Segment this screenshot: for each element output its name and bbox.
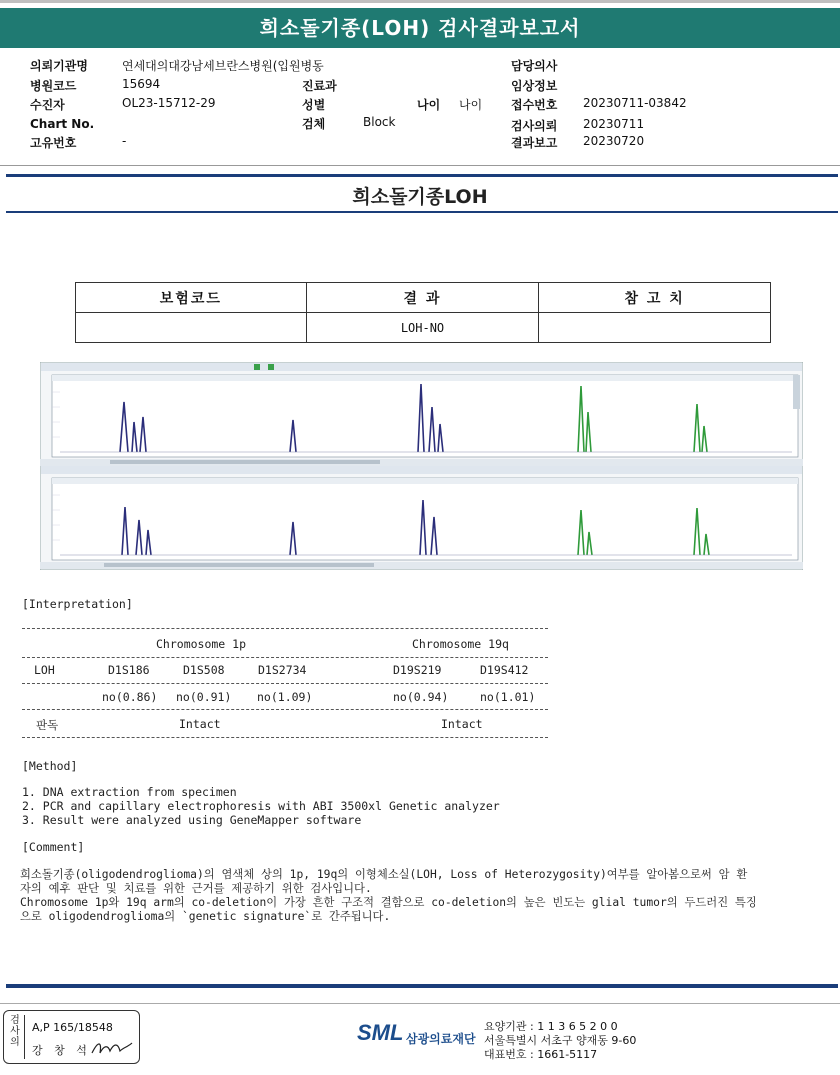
result-header: 결 과 (306, 283, 539, 313)
method-label: [Method] (22, 759, 78, 773)
comment-line-4: 으로 oligodendroglioma의 `genetic signature`로 간주됩니다. (20, 910, 391, 923)
address: 서울특별시 서초구 양재동 9-60 (484, 1034, 637, 1047)
section-bottom-rule (6, 211, 838, 213)
value-d19s219: no(0.94) (393, 690, 449, 704)
interp-rule (22, 709, 548, 710)
inst-value: 연세대의대강남세브란스병원(입원병동 (122, 59, 324, 73)
receipt-label: 접수번호 (511, 98, 558, 112)
signature-stamp (3, 1010, 140, 1064)
interp-rule (22, 657, 548, 658)
value-d1s186: no(0.86) (102, 690, 158, 704)
marker-d1s508: D1S508 (183, 663, 225, 677)
specimen-label: 검체 (302, 117, 326, 131)
chromosome-1p-heading: Chromosome 1p (156, 637, 247, 651)
footer-separator (0, 1003, 840, 1004)
request-value: 20230711 (583, 117, 645, 131)
comment-label: [Comment] (22, 840, 85, 854)
report-title: 희소돌기종(LOH) 검사결과보고서 (0, 8, 840, 48)
marker-d1s2734: D1S2734 (258, 663, 307, 677)
footer-rule (6, 984, 838, 988)
section-top-rule (6, 174, 838, 177)
insurance-code-header: 보험코드 (76, 283, 307, 313)
hosp-code-label: 병원코드 (30, 79, 77, 93)
unique-value: - (122, 134, 127, 148)
header-separator (0, 165, 840, 166)
result-cell: LOH-NO (306, 313, 539, 343)
doctor-label: 담당의사 (511, 59, 558, 73)
comment-line-1: 희소돌기종(oligodendroglioma)의 염색체 상의 1p, 19q의 이형체소실(LOH, Loss of Heterozygosity)여부를 알아봄으로써 암 환 (20, 868, 748, 881)
report-value: 20230720 (583, 134, 645, 148)
loh-row-label: LOH (34, 663, 55, 677)
stamp-vertical-label: 검사의 (9, 1015, 25, 1059)
method-step-1: 1. DNA extraction from specimen (22, 785, 237, 799)
interp-rule (22, 683, 548, 684)
comment-line-2: 자의 예후 판단 및 치료를 위한 근거를 제공하기 위한 검사입니다. (20, 882, 372, 895)
facility-code: 요양기관 : 1 1 3 6 5 2 0 0 (484, 1020, 618, 1033)
interp-rule (22, 628, 548, 629)
chromosome-19q-heading: Chromosome 19q (412, 637, 509, 651)
patient-value: OL23-15712-29 (122, 96, 216, 110)
unique-label: 고유번호 (30, 136, 77, 150)
marker-d1s186: D1S186 (108, 663, 150, 677)
inst-label: 의뢰기관명 (30, 59, 88, 73)
interpretation-label: [Interpretation] (22, 597, 133, 611)
interp-rule (22, 737, 548, 738)
clinical-label: 임상정보 (511, 79, 558, 93)
section-title: 희소돌기종LOH (352, 186, 488, 208)
verdict-19q: Intact (441, 717, 483, 731)
electropherogram-image (40, 362, 803, 570)
verdict-1p: Intact (179, 717, 221, 731)
request-label: 검사의뢰 (511, 119, 558, 133)
receipt-value: 20230711-03842 (583, 96, 687, 110)
patient-label: 수진자 (30, 98, 65, 112)
org-name: 삼광의료재단 (406, 1032, 476, 1046)
stamp-license: A,P 165/18548 (32, 1021, 113, 1034)
insurance-code-cell (76, 313, 307, 343)
age-value: 나이 (459, 98, 483, 112)
chart-label: Chart No. (30, 117, 95, 131)
result-table (75, 282, 771, 343)
sml-logo-text: SML (357, 1020, 404, 1045)
dept-label: 진료과 (302, 79, 337, 93)
comment-line-3: Chromosome 1p와 19q arm의 co-deletion이 가장 흔한 구조적 결함으로 co-deletion의 높은 빈도는 glial tumor의 두드러진 특징 (20, 896, 757, 909)
stamp-name: 강 창 석 (32, 1044, 91, 1057)
hosp-code-value: 15694 (122, 77, 161, 91)
value-d19s412: no(1.01) (480, 690, 536, 704)
top-border (0, 0, 840, 3)
reference-header: 참 고 치 (539, 283, 771, 313)
value-d1s2734: no(1.09) (257, 690, 313, 704)
method-step-2: 2. PCR and capillary electrophoresis with ABI 3500xl Genetic analyzer (22, 799, 500, 813)
value-d1s508: no(0.91) (176, 690, 232, 704)
reference-cell (539, 313, 771, 343)
signature-image (90, 1037, 136, 1059)
method-step-3: 3. Result were analyzed using GeneMapper software (22, 813, 362, 827)
marker-d19s219: D19S219 (393, 663, 442, 677)
specimen-value: Block (363, 115, 396, 129)
report-label: 결과보고 (511, 136, 558, 150)
age-label: 나이 (417, 98, 441, 112)
phone-number: 대표번호 : 1661-5117 (484, 1048, 598, 1061)
sex-label: 성별 (302, 98, 326, 112)
marker-d19s412: D19S412 (480, 663, 529, 677)
verdict-label: 판독 (36, 718, 59, 732)
